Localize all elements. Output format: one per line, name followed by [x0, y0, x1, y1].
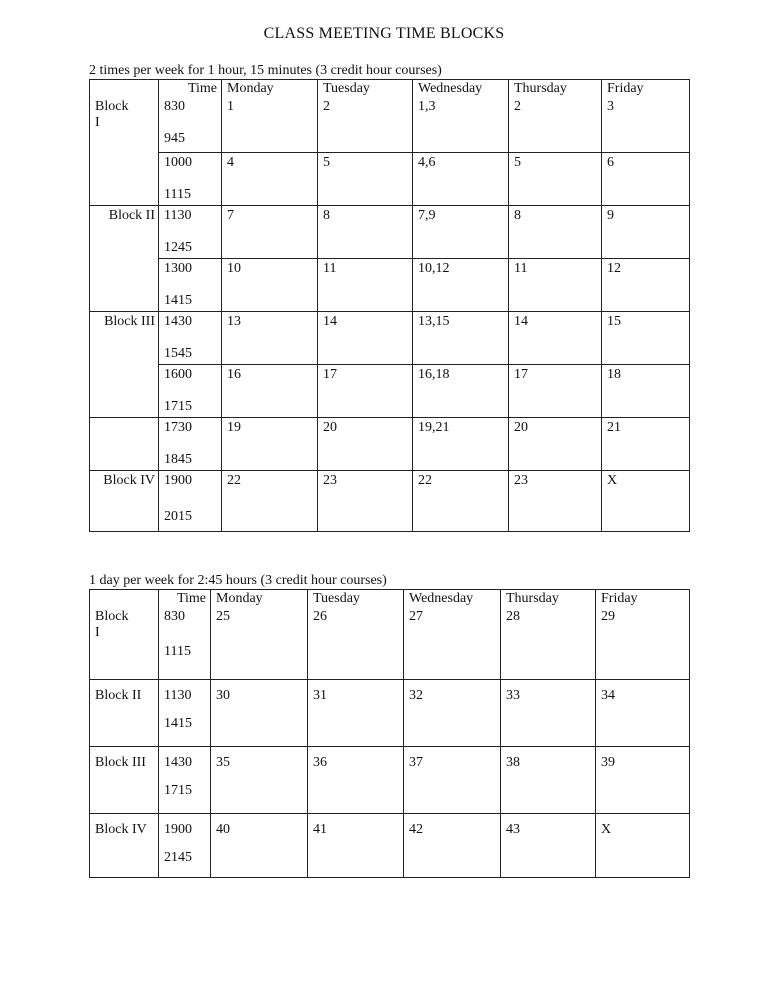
time-cell	[159, 152, 222, 205]
thursday-cell: 8	[509, 205, 602, 258]
wednesday-cell: 37	[404, 746, 501, 813]
time-start: 1130	[164, 207, 192, 223]
time-end: 1245	[164, 239, 192, 255]
header-tuesday: Tuesday	[318, 80, 413, 98]
header-monday: Monday	[211, 590, 308, 608]
time-cell	[159, 97, 222, 152]
wednesday-cell: 13,15	[413, 311, 509, 364]
time-end: 1545	[164, 345, 192, 361]
block-label-2: Block II	[90, 205, 159, 258]
tuesday-cell: 31	[308, 679, 404, 746]
thursday-cell: 14	[509, 311, 602, 364]
time-end: 2015	[164, 508, 192, 524]
friday-cell: X	[596, 813, 690, 877]
friday-cell: 6	[602, 152, 690, 205]
time-start: 1900	[164, 821, 192, 837]
time-end: 1845	[164, 451, 192, 467]
monday-cell: 25	[211, 607, 308, 679]
tuesday-cell: 23	[318, 470, 413, 531]
tuesday-cell: 5	[318, 152, 413, 205]
tuesday-cell: 26	[308, 607, 404, 679]
time-end: 1415	[164, 715, 192, 731]
friday-cell: 18	[602, 364, 690, 417]
friday-cell: 3	[602, 97, 690, 152]
block-label-3: Block III	[90, 746, 159, 813]
table2-schedule	[89, 589, 690, 878]
time-start: 1900	[164, 472, 192, 488]
wednesday-cell: 10,12	[413, 258, 509, 311]
monday-cell: 10	[222, 258, 318, 311]
block-spacer	[90, 364, 159, 417]
time-cell	[159, 470, 222, 531]
block-spacer	[90, 417, 159, 470]
thursday-cell: 33	[501, 679, 596, 746]
block-label-1-line1: Block	[95, 609, 129, 624]
time-cell	[159, 311, 222, 364]
block-label-1	[90, 607, 159, 679]
tuesday-cell: 17	[318, 364, 413, 417]
block-label-4: Block IV	[90, 813, 159, 877]
time-end: 1715	[164, 782, 192, 798]
thursday-cell: 11	[509, 258, 602, 311]
wednesday-cell: 1,3	[413, 97, 509, 152]
block-label-1-line1: Block	[95, 99, 129, 114]
tuesday-cell: 11	[318, 258, 413, 311]
block-label-3: Block III	[90, 311, 159, 364]
time-start: 830	[164, 609, 185, 624]
header-wednesday: Wednesday	[404, 590, 501, 608]
monday-cell: 7	[222, 205, 318, 258]
tuesday-cell: 36	[308, 746, 404, 813]
wednesday-cell: 27	[404, 607, 501, 679]
tuesday-cell: 20	[318, 417, 413, 470]
block-label-1-line2: I	[95, 625, 100, 640]
monday-cell: 30	[211, 679, 308, 746]
block-spacer	[90, 152, 159, 205]
block-label-1	[90, 97, 159, 152]
time-cell	[159, 813, 211, 877]
monday-cell: 1	[222, 97, 318, 152]
table2-caption: 1 day per week for 2:45 hours (3 credit hour courses)	[89, 573, 387, 588]
time-start: 1000	[164, 154, 192, 170]
page-title: CLASS MEETING TIME BLOCKS	[263, 25, 505, 42]
time-start: 1430	[164, 313, 192, 329]
tuesday-cell: 8	[318, 205, 413, 258]
wednesday-cell: 22	[413, 470, 509, 531]
time-end: 1715	[164, 398, 192, 414]
wednesday-cell: 16,18	[413, 364, 509, 417]
monday-cell: 16	[222, 364, 318, 417]
block-label-4: Block IV	[90, 470, 159, 531]
thursday-cell: 38	[501, 746, 596, 813]
monday-cell: 22	[222, 470, 318, 531]
time-end: 1415	[164, 292, 192, 308]
header-wednesday: Wednesday	[413, 80, 509, 98]
header-blank	[90, 590, 159, 608]
thursday-cell: 23	[509, 470, 602, 531]
friday-cell: 15	[602, 311, 690, 364]
tuesday-cell: 2	[318, 97, 413, 152]
header-thursday: Thursday	[509, 80, 602, 98]
time-cell	[159, 417, 222, 470]
wednesday-cell: 32	[404, 679, 501, 746]
thursday-cell: 28	[501, 607, 596, 679]
monday-cell: 40	[211, 813, 308, 877]
header-time: Time	[159, 80, 222, 98]
block-label-2: Block II	[90, 679, 159, 746]
header-friday: Friday	[596, 590, 690, 608]
monday-cell: 13	[222, 311, 318, 364]
time-cell	[159, 746, 211, 813]
header-blank	[90, 80, 159, 98]
monday-cell: 35	[211, 746, 308, 813]
friday-cell: X	[602, 470, 690, 531]
monday-cell: 4	[222, 152, 318, 205]
thursday-cell: 5	[509, 152, 602, 205]
time-cell	[159, 679, 211, 746]
friday-cell: 12	[602, 258, 690, 311]
tuesday-cell: 41	[308, 813, 404, 877]
time-start: 830	[164, 99, 185, 114]
thursday-cell: 17	[509, 364, 602, 417]
wednesday-cell: 4,6	[413, 152, 509, 205]
wednesday-cell: 7,9	[413, 205, 509, 258]
header-monday: Monday	[222, 80, 318, 98]
tuesday-cell: 14	[318, 311, 413, 364]
time-end: 2145	[164, 849, 192, 865]
time-cell	[159, 258, 222, 311]
header-thursday: Thursday	[501, 590, 596, 608]
block-label-1-line2: I	[95, 115, 100, 130]
table1-caption: 2 times per week for 1 hour, 15 minutes (3 credit hour courses)	[89, 63, 442, 78]
time-start: 1130	[164, 687, 192, 703]
thursday-cell: 2	[509, 97, 602, 152]
friday-cell: 9	[602, 205, 690, 258]
table1-schedule	[89, 79, 690, 532]
time-end: 1115	[164, 644, 191, 659]
wednesday-cell: 19,21	[413, 417, 509, 470]
thursday-cell: 20	[509, 417, 602, 470]
time-cell	[159, 364, 222, 417]
friday-cell: 29	[596, 607, 690, 679]
header-tuesday: Tuesday	[308, 590, 404, 608]
time-start: 1300	[164, 260, 192, 276]
monday-cell: 19	[222, 417, 318, 470]
time-cell	[159, 607, 211, 679]
friday-cell: 39	[596, 746, 690, 813]
thursday-cell: 43	[501, 813, 596, 877]
friday-cell: 34	[596, 679, 690, 746]
header-time: Time	[159, 590, 211, 608]
block-spacer	[90, 258, 159, 311]
time-start: 1600	[164, 366, 192, 382]
wednesday-cell: 42	[404, 813, 501, 877]
header-friday: Friday	[602, 80, 690, 98]
friday-cell: 21	[602, 417, 690, 470]
time-end: 1115	[164, 186, 191, 202]
time-cell	[159, 205, 222, 258]
time-start: 1730	[164, 419, 192, 435]
time-end: 945	[164, 131, 185, 146]
time-start: 1430	[164, 754, 192, 770]
